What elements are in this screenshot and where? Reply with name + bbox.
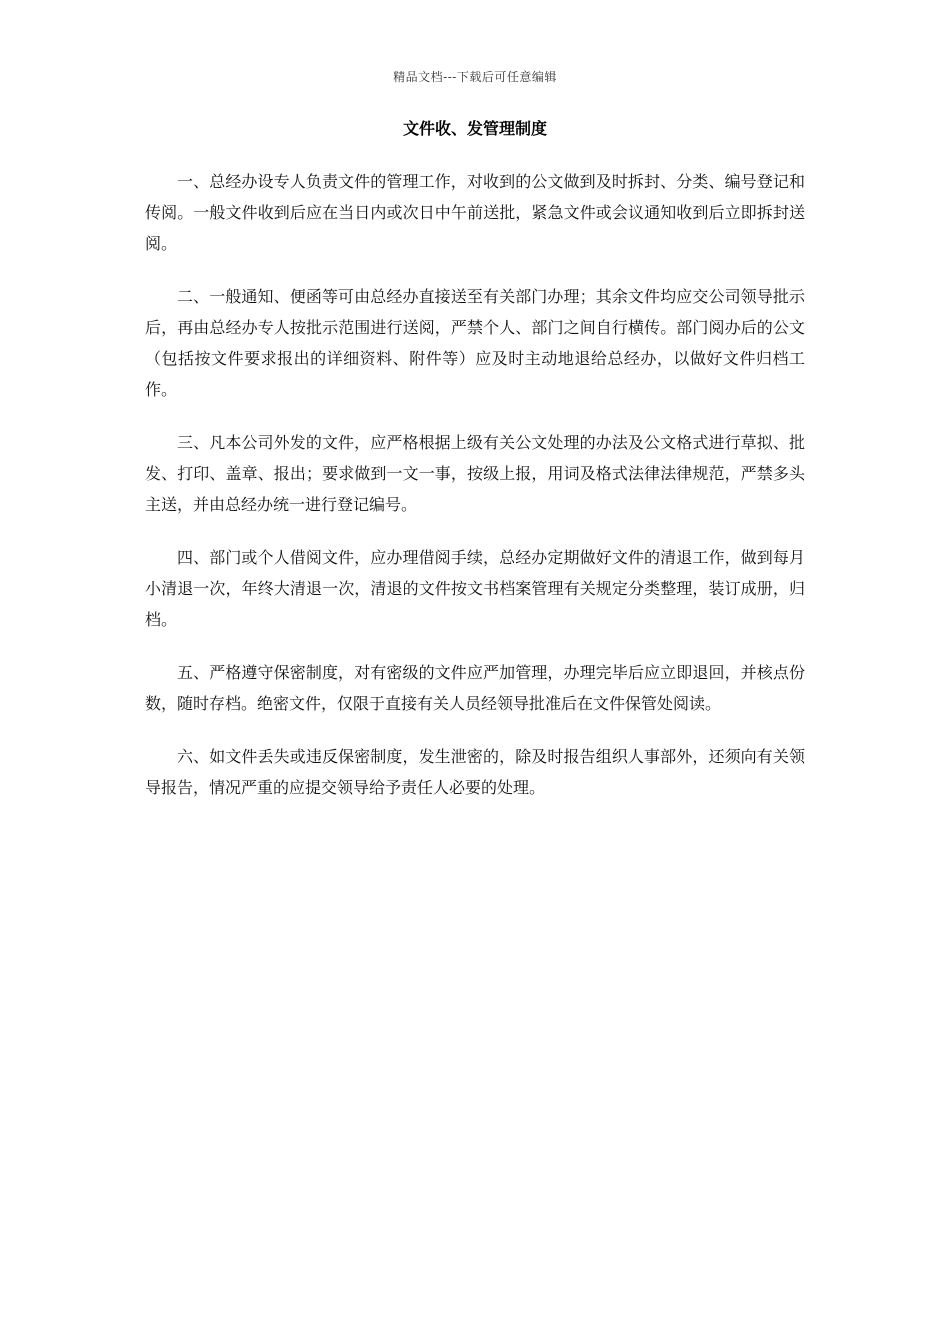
paragraph-4: 四、部门或个人借阅文件，应办理借阅手续，总经办定期做好文件的清退工作，做到每月小清退一次，年终大清退一次，清退的文件按文书档案管理有关规定分类整理，装订成册，归档。	[145, 548, 805, 629]
document-title: 文件收、发管理制度	[402, 119, 547, 138]
paragraph-5: 五、严格遵守保密制度，对有密级的文件应严加管理，办理完毕后应立即退回，并核点份数，随时存档。绝密文件，仅限于直接有关人员经领导批准后在文件保管处阅读。	[145, 663, 805, 713]
paragraph-1: 一、总经办设专人负责文件的管理工作，对收到的公文做到及时拆封、分类、编号登记和传阅。一般文件收到后应在当日内或次日中午前送批，紧急文件或会议通知收到后立即拆封送阅。	[145, 172, 805, 253]
paragraph-3: 三、凡本公司外发的文件，应严格根据上级有关公文处理的办法及公文格式进行草拟、批发、打印、盖章、报出；要求做到一文一事，按级上报，用词及格式法律法律规范，严禁多头主送，并由总经办统一进行登记编号。	[145, 433, 805, 514]
document-body	[145, 166, 805, 825]
header-note: 精品文档---下载后可任意编辑	[393, 70, 557, 84]
paragraph-6: 六、如文件丢失或违反保密制度，发生泄密的，除及时报告组织人事部外，还须向有关领导报告，情况严重的应提交领导给予责任人必要的处理。	[145, 747, 805, 797]
paragraph-2: 二、一般通知、便函等可由总经办直接送至有关部门办理；其余文件均应交公司领导批示后，再由总经办专人按批示范围进行送阅，严禁个人、部门之间自行横传。部门阅办后的公文（包括按文件要求报出的详细资料、附件等）应及时主动地退给总经办，以做好文件归档工作。	[145, 287, 805, 399]
